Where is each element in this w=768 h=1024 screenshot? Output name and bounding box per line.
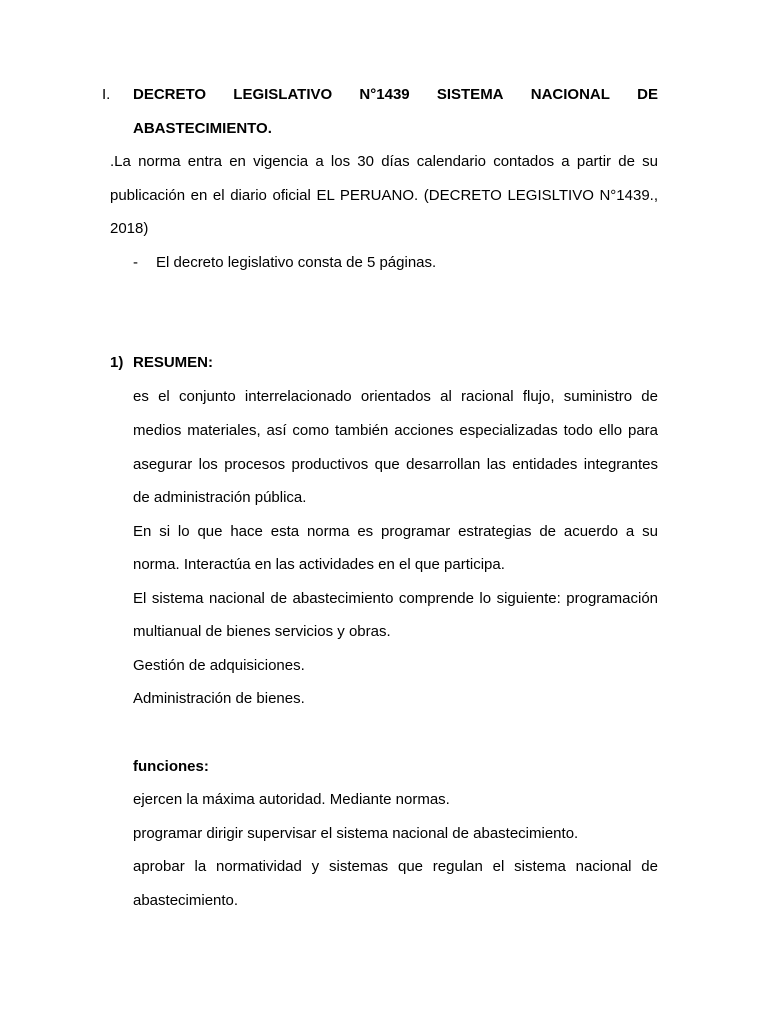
intro-line: 2018) (110, 220, 149, 237)
resumen-number: 1) (110, 354, 124, 371)
heading-word: N°1439 (359, 86, 410, 103)
heading-word: NACIONAL (530, 86, 610, 103)
heading-word: DECRETO (133, 86, 207, 103)
resumen-line: es el conjunto interrelacionado orientados al racional flujo, suministro de (133, 388, 658, 405)
resumen-line: Gestión de adquisiciones. (133, 657, 305, 674)
resumen-title: RESUMEN: (133, 354, 214, 371)
funciones-line: programar dirigir supervisar el sistema nacional de abastecimiento. (133, 825, 579, 842)
resumen-line: medios materiales, así como también acciones especializadas todo ello para (133, 422, 658, 439)
resumen-line: Administración de bienes. (133, 690, 305, 707)
funciones-title: funciones: (133, 758, 209, 775)
resumen-line: norma. Interactúa en las actividades en el que participa. (133, 556, 505, 573)
intro-line: .La norma entra en vigencia a los 30 días calendario contados a partir de su (110, 153, 658, 170)
resumen-line: El sistema nacional de abastecimiento comprende lo siguiente: programación (133, 590, 658, 607)
funciones-line: abastecimiento. (133, 892, 239, 909)
bullet-marker: - (133, 254, 138, 271)
heading-title-line1 (133, 86, 658, 104)
intro-line: publicación en el diario oficial EL PERUANO. (DECRETO LEGISLTIVO N°1439., (110, 187, 658, 204)
resumen-line: En si lo que hace esta norma es programar estrategias de acuerdo a su (133, 523, 658, 540)
resumen-line: asegurar los procesos productivos que desarrollan las entidades integrantes (133, 456, 658, 473)
bullet-text: El decreto legislativo consta de 5 páginas. (156, 254, 437, 271)
funciones-line: ejercen la máxima autoridad. Mediante normas. (133, 791, 450, 808)
heading-word: SISTEMA (436, 86, 504, 103)
heading-word: DE (637, 86, 658, 103)
funciones-line: aprobar la normatividad y sistemas que regulan el sistema nacional de (133, 858, 658, 875)
heading-title-line2: ABASTECIMIENTO. (133, 120, 272, 137)
resumen-line: de administración pública. (133, 489, 307, 506)
resumen-line: multianual de bienes servicios y obras. (133, 623, 391, 640)
heading-numeral: I. (102, 86, 111, 103)
heading-word: LEGISLATIVO (233, 86, 333, 103)
